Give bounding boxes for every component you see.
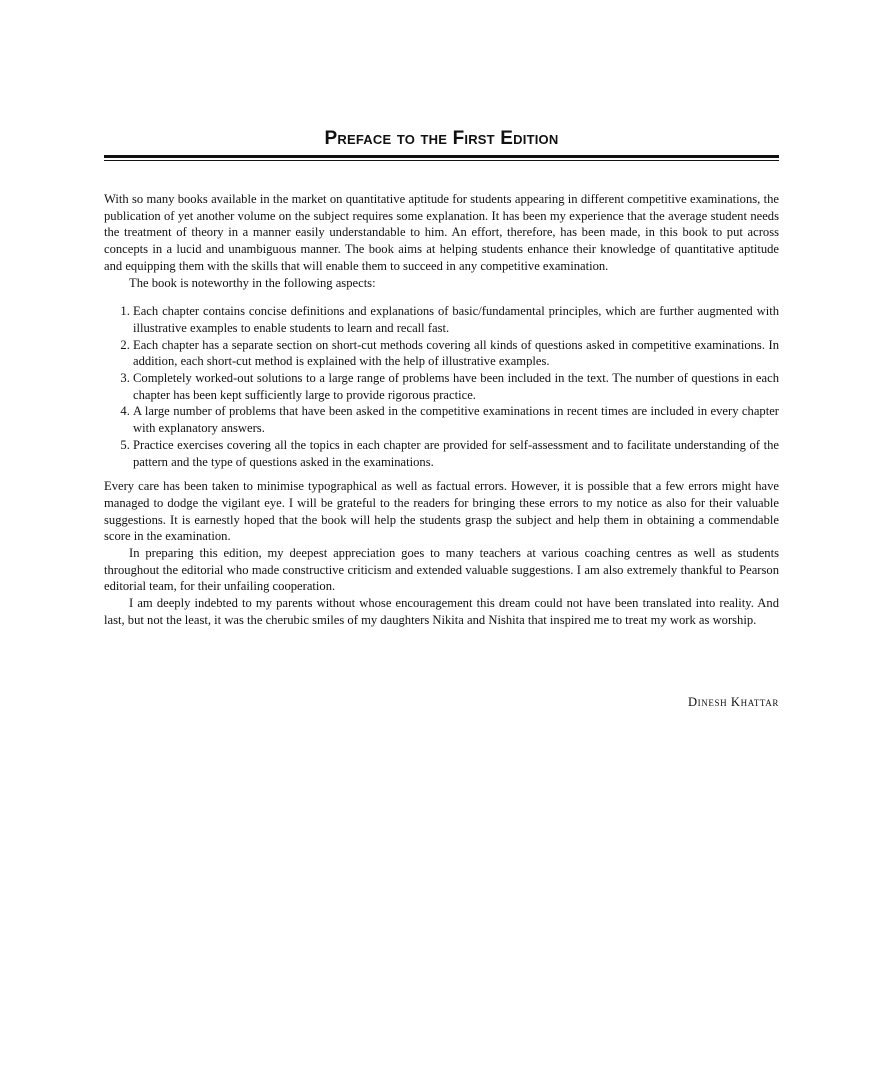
appreciation-paragraph: In preparing this edition, my deepest appreciation goes to many teachers at various coaching centres as well as students throughout the editorial who made constructive criticism and extended valuable suggestions. I am also extremely thankful to Pearson editorial team, for their unfailing cooperation. bbox=[104, 546, 779, 594]
title-rule-thin bbox=[104, 160, 779, 161]
intro-paragraph: With so many books available in the market on quantitative aptitude for students appearing in different competitive examinations, the publication of yet another volume on the subject requires some explanation. It has been my experience that the average student needs the treatment of theory in a manner easily understandable to him. An effort, therefore, has been made, in this book to put across concepts in a lucid and unambiguous manner. The book aims at helping students enhance their knowledge of quantitative aptitude and equipping them with the skills that will enable them to succeed in any competitive examination. bbox=[104, 192, 779, 273]
title-rule-thick bbox=[104, 155, 779, 158]
list-item: 4. A large number of problems that have been asked in the competitive examinations in recent times are included in every chapter with explanatory answers. bbox=[133, 403, 779, 436]
indebted-paragraph: I am deeply indebted to my parents without whose encouragement this dream could not have been translated into reality. And last, but not the least, it was the cherubic smiles of my daughters Nikita and Nishita that inspired me to treat my work as worship. bbox=[104, 596, 779, 627]
list-item: 3. Completely worked-out solutions to a large range of problems have been included in the text. The number of questions in each chapter has been kept sufficiently large to provide rigorous practice. bbox=[133, 370, 779, 403]
preface-body bbox=[104, 191, 779, 629]
list-item: 1. Each chapter contains concise definitions and explanations of basic/fundamental principles, which are further augmented with illustrative examples to enable students to learn and recall fast. bbox=[133, 303, 779, 336]
aspects-intro-paragraph: The book is noteworthy in the following aspects: bbox=[129, 275, 376, 290]
aspects-list bbox=[104, 303, 779, 470]
list-item: 5. Practice exercises covering all the topics in each chapter are provided for self-assessment and to facilitate understanding of the pattern and the type of questions asked in the examinations. bbox=[133, 437, 779, 470]
page-title: Preface to the First Edition bbox=[324, 128, 559, 149]
errors-paragraph: Every care has been taken to minimise typographical as well as factual errors. However, it is possible that a few errors might have managed to dodge the vigilant eye. I will be grateful to the readers for bringing these errors to my notice as also for their valuable suggestions. It is earnestly hoped that the book will help the students grasp the subject and help them in obtaining a commendable score in the examination. bbox=[104, 479, 779, 544]
author-signature: Dinesh Khattar bbox=[687, 695, 779, 709]
list-item: 2. Each chapter has a separate section on short-cut methods covering all kinds of questions asked in competitive examinations. In addition, each short-cut method is explained with the help of illustrative examples. bbox=[133, 337, 779, 370]
